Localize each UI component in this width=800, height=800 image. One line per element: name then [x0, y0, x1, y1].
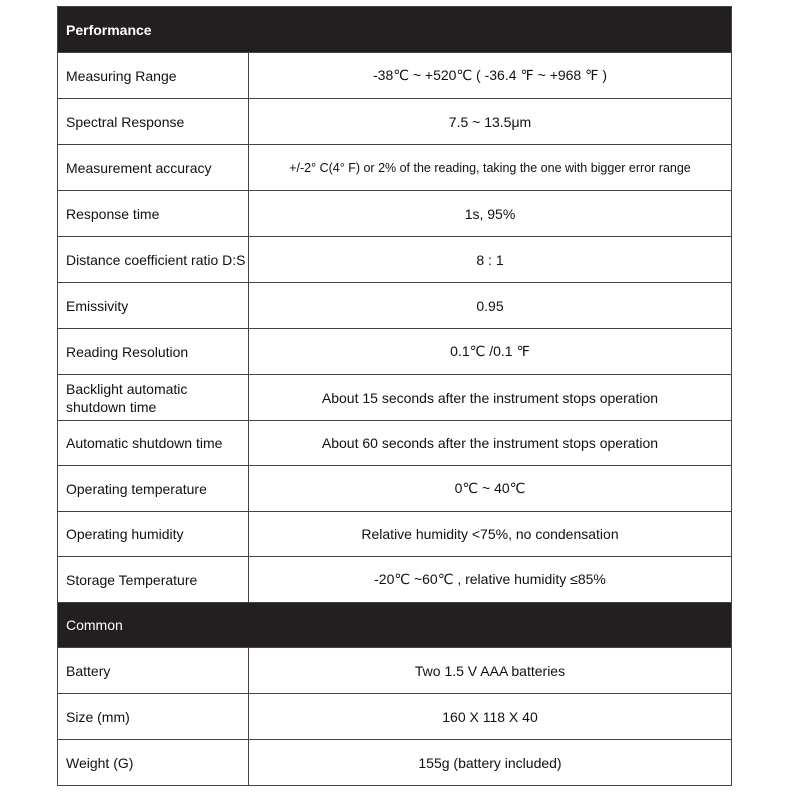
spec-label: Storage Temperature — [58, 557, 249, 603]
section-title: Common — [58, 603, 732, 648]
table-row — [58, 694, 732, 740]
table-row — [58, 512, 732, 557]
section-header-performance — [58, 7, 732, 53]
spec-label: Reading Resolution — [58, 329, 249, 375]
spec-value: 0.1℃ /0.1 ℉ — [249, 329, 732, 375]
spec-value: 160 X 118 X 40 — [249, 694, 732, 740]
spec-label: Backlight automatic shutdown time — [58, 375, 249, 421]
spec-value: Relative humidity <75%, no condensation — [249, 512, 732, 557]
spec-label: Size (mm) — [58, 694, 249, 740]
spec-label: Distance coefficient ratio D:S — [58, 237, 249, 283]
section-header-common — [58, 603, 732, 648]
spec-value: About 15 seconds after the instrument stops operation — [249, 375, 732, 421]
table-row — [58, 740, 732, 786]
spec-label: Automatic shutdown time — [58, 421, 249, 466]
table-row — [58, 421, 732, 466]
spec-value: Two 1.5 V AAA batteries — [249, 648, 732, 694]
spec-label: Measuring Range — [58, 53, 249, 99]
spec-value: -38℃ ~ +520℃ ( -36.4 ℉ ~ +968 ℉ ) — [249, 53, 732, 99]
table-row — [58, 557, 732, 603]
spec-value: 1s, 95% — [249, 191, 732, 237]
spec-label: Weight (G) — [58, 740, 249, 786]
spec-value: +/-2° C(4° F) or 2% of the reading, taking the one with bigger error range — [249, 145, 732, 191]
table-row — [58, 53, 732, 99]
table-row — [58, 375, 732, 421]
spec-table — [57, 6, 732, 786]
table-row — [58, 283, 732, 329]
spec-label: Measurement accuracy — [58, 145, 249, 191]
spec-label: Operating humidity — [58, 512, 249, 557]
spec-value: 0.95 — [249, 283, 732, 329]
spec-value: 155g (battery included) — [249, 740, 732, 786]
spec-value: 0℃ ~ 40℃ — [249, 466, 732, 512]
spec-label: Battery — [58, 648, 249, 694]
spec-label: Operating temperature — [58, 466, 249, 512]
spec-value: About 60 seconds after the instrument stops operation — [249, 421, 732, 466]
table-row — [58, 145, 732, 191]
spec-value: -20℃ ~60℃ , relative humidity ≤85% — [249, 557, 732, 603]
spec-value: 7.5 ~ 13.5μm — [249, 99, 732, 145]
table-row — [58, 648, 732, 694]
table-row — [58, 191, 732, 237]
spec-label: Emissivity — [58, 283, 249, 329]
table-row — [58, 99, 732, 145]
table-row — [58, 329, 732, 375]
spec-value: 8 : 1 — [249, 237, 732, 283]
table-row — [58, 466, 732, 512]
spec-label: Spectral Response — [58, 99, 249, 145]
table-row — [58, 237, 732, 283]
section-title: Performance — [58, 7, 732, 53]
spec-label: Response time — [58, 191, 249, 237]
